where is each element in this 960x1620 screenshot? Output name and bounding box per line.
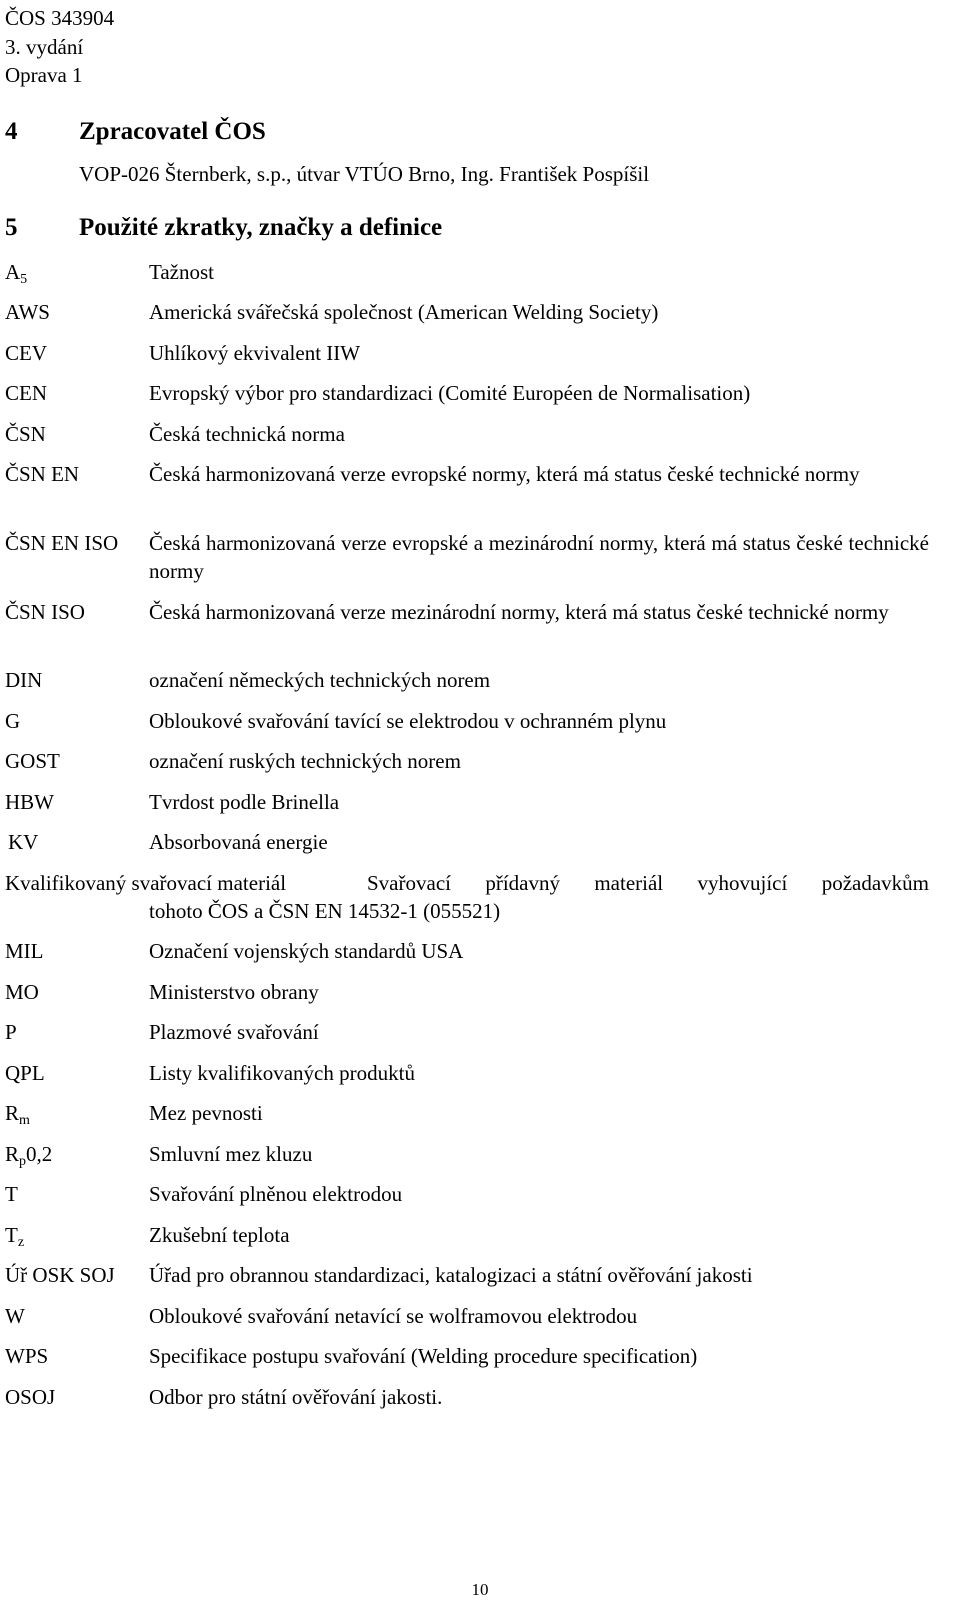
abbr-definition: Česká harmonizovaná verze evropské a mezinárodní normy, která má status české technické normy xyxy=(149,531,929,583)
abbr-term: $R_m$ xyxy=(5,1101,30,1128)
abbr-definition: Americká svářečská společnost (American Welding Society) xyxy=(149,300,659,324)
abbr-term: OSOJ xyxy=(5,1385,56,1409)
abbr-definition: Mez pevnosti xyxy=(149,1101,263,1125)
abbr-definition: Česká technická norma xyxy=(149,422,345,446)
abbr-definition: Specifikace postupu svařování (Welding procedure specification) xyxy=(149,1344,698,1368)
abbr-term: ČSN ISO xyxy=(5,600,85,624)
abbr-definition: označení německých technických norem xyxy=(149,668,491,692)
abbr-definition: Tažnost xyxy=(149,260,215,284)
abbr-definition: Listy kvalifikovaných produktů xyxy=(149,1061,415,1085)
abbr-definition: označení ruských technických norem xyxy=(149,749,461,773)
section-4-text: VOP-026 Šternberk, s.p., útvar VTÚO Brno, Ing. František Pospíšil xyxy=(79,162,650,186)
abbr-definition: Tvrdost podle Brinella xyxy=(149,790,340,814)
abbr-term: KV xyxy=(8,830,39,854)
abbr-term: ČSN EN ISO xyxy=(5,531,119,555)
page-number: 10 xyxy=(471,1580,489,1599)
section-5-title: Použité zkratky, značky a definice xyxy=(79,214,443,241)
abbr-term: QPL xyxy=(5,1061,45,1085)
abbr-definition: Plazmové svařování xyxy=(149,1020,319,1044)
abbr-term: CEV xyxy=(5,341,47,365)
abbr-term: ČSN EN xyxy=(5,462,80,486)
section-5-number: 5 xyxy=(5,214,18,241)
abbr-definition: Zkušební teplota xyxy=(149,1223,290,1247)
abbr-term: W xyxy=(5,1304,25,1328)
abbr-term: ČSN xyxy=(5,422,46,446)
document-id: ČOS 343904 xyxy=(5,6,115,30)
abbr-term: P xyxy=(5,1020,17,1044)
abbr-term: CEN xyxy=(5,381,47,405)
correction: Oprava 1 xyxy=(5,63,83,87)
abbr-definition: Uhlíkový ekvivalent IIW xyxy=(149,341,361,365)
abbr-definition: Obloukové svařování tavící se elektrodou v ochranném plynu xyxy=(149,709,667,733)
edition: 3. vydání xyxy=(5,35,84,59)
abbr-definition: Obloukové svařování netavící se wolframovou elektrodou xyxy=(149,1304,638,1328)
abbr-term: $T_z$ xyxy=(5,1223,25,1250)
abbr-term: $A_5$ xyxy=(5,260,28,287)
abbr-definition: Česká harmonizovaná verze evropské normy, která má status české technické normy xyxy=(149,462,860,486)
abbr-term: $R_p0,2$ xyxy=(5,1142,53,1169)
abbr-term: AWS xyxy=(5,300,50,324)
abbr-term: MO xyxy=(5,980,39,1004)
abbr-definition: Smluvní mez kluzu xyxy=(149,1142,313,1166)
abbr-definition: Ministerstvo obrany xyxy=(149,980,319,1004)
abbr-definition: Česká harmonizovaná verze mezinárodní normy, která má status české technické normy xyxy=(149,600,889,624)
abbr-term: Úř OSK SOJ xyxy=(5,1263,115,1287)
abbr-term: T xyxy=(5,1182,18,1206)
abbr-definition: Odbor pro státní ověřování jakosti. xyxy=(149,1385,443,1409)
abbr-term: GOST xyxy=(5,749,60,773)
abbr-term: G xyxy=(5,709,21,733)
abbr-term: Kvalifikovaný svařovací materiál xyxy=(5,871,287,895)
abbr-definition-line2: tohoto ČOS a ČSN EN 14532-1 (055521) xyxy=(149,899,501,923)
abbr-term: MIL xyxy=(5,939,44,963)
abbr-definition: Absorbovaná energie xyxy=(149,830,328,854)
abbr-definition: Svařování plněnou elektrodou xyxy=(149,1182,403,1206)
abbr-definition: Úřad pro obrannou standardizaci, katalogizaci a státní ověřování jakosti xyxy=(149,1263,753,1287)
abbr-term: DIN xyxy=(5,668,43,692)
section-4-title: Zpracovatel ČOS xyxy=(79,118,266,145)
abbr-term: WPS xyxy=(5,1344,49,1368)
abbr-definition-line1: Svařovací přídavný materiál vyhovující požadavkům xyxy=(367,871,929,895)
abbr-definition: Evropský výbor pro standardizaci (Comité Européen de Normalisation) xyxy=(149,381,751,405)
section-4-number: 4 xyxy=(5,118,18,145)
abbr-term: HBW xyxy=(5,790,54,814)
abbr-definition: Označení vojenských standardů USA xyxy=(149,939,464,963)
